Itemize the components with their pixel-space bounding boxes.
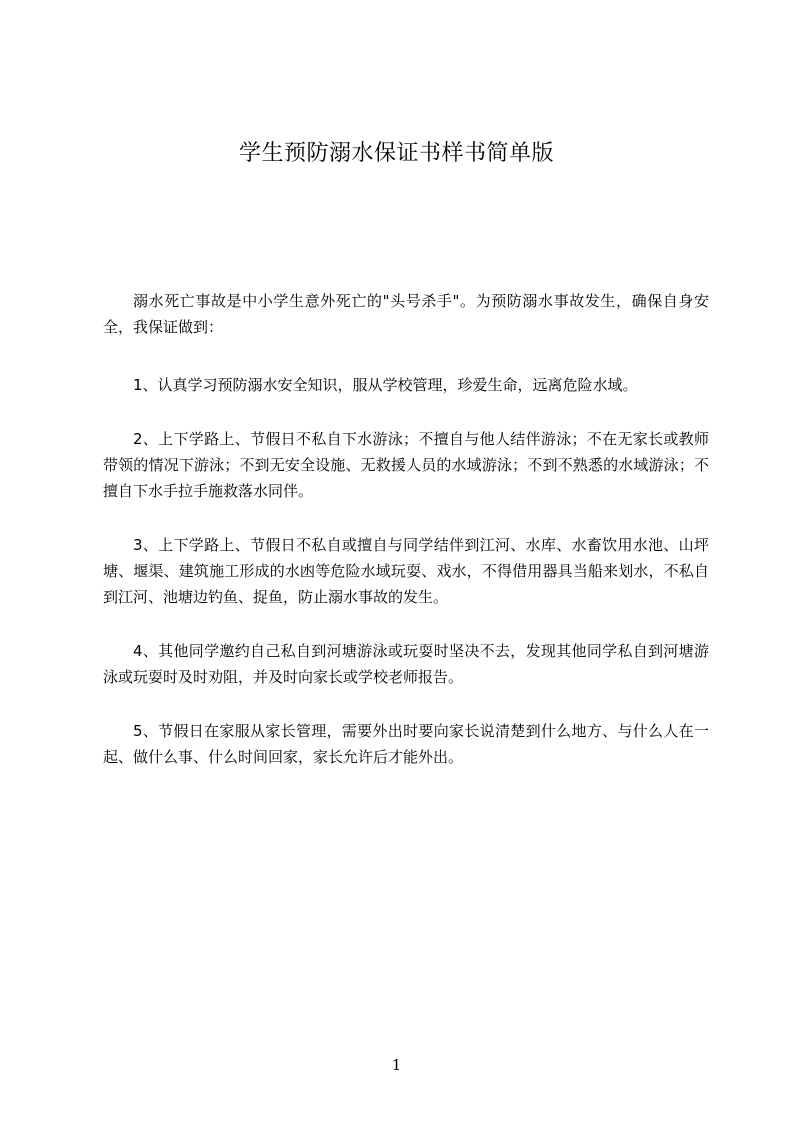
pledge-item-1: 1、认真学习预防溺水安全知识，服从学校管理，珍爱生命，远离危险水域。: [133, 376, 638, 394]
document-title: 学生预防溺水保证书样书简单版: [238, 141, 554, 166]
pledge-item-5: 5、节假日在家服从家长管理，需要外出时要向家长说清楚到什么地方、与什么人在一起、做什么事、什么时间回家，家长允许后才能外出。: [103, 722, 709, 766]
pledge-item-2: 2、上下学路上、节假日不私自下水游泳；不擅自与他人结伴游泳；不在无家长或教师带领的情况下游泳；不到无安全设施、无救援人员的水域游泳；不到不熟悉的水域游泳；不擅自下水手拉手施救落水同伴。: [103, 430, 709, 500]
page-number: 1: [391, 1056, 402, 1074]
pledge-item-3: 3、上下学路上、节假日不私自或擅自与同学结伴到江河、水库、水畜饮用水池、山坪塘、堰渠、建筑施工形成的水凼等危险水域玩耍、戏水，不得借用器具当船来划水，不私自到江河、池塘边钓鱼、捉鱼，防止溺水事故的发生。: [103, 536, 709, 606]
document-body: [103, 288, 709, 798]
pledge-item-4: 4、其他同学邀约自己私自到河塘游泳或玩耍时坚决不去，发现其他同学私自到河塘游泳或玩耍时及时劝阻，并及时向家长或学校老师报告。: [103, 642, 709, 686]
intro-paragraph: 溺水死亡事故是中小学生意外死亡的"头号杀手"。为预防溺水事故发生，确保自身安全，我保证做到：: [103, 292, 709, 336]
